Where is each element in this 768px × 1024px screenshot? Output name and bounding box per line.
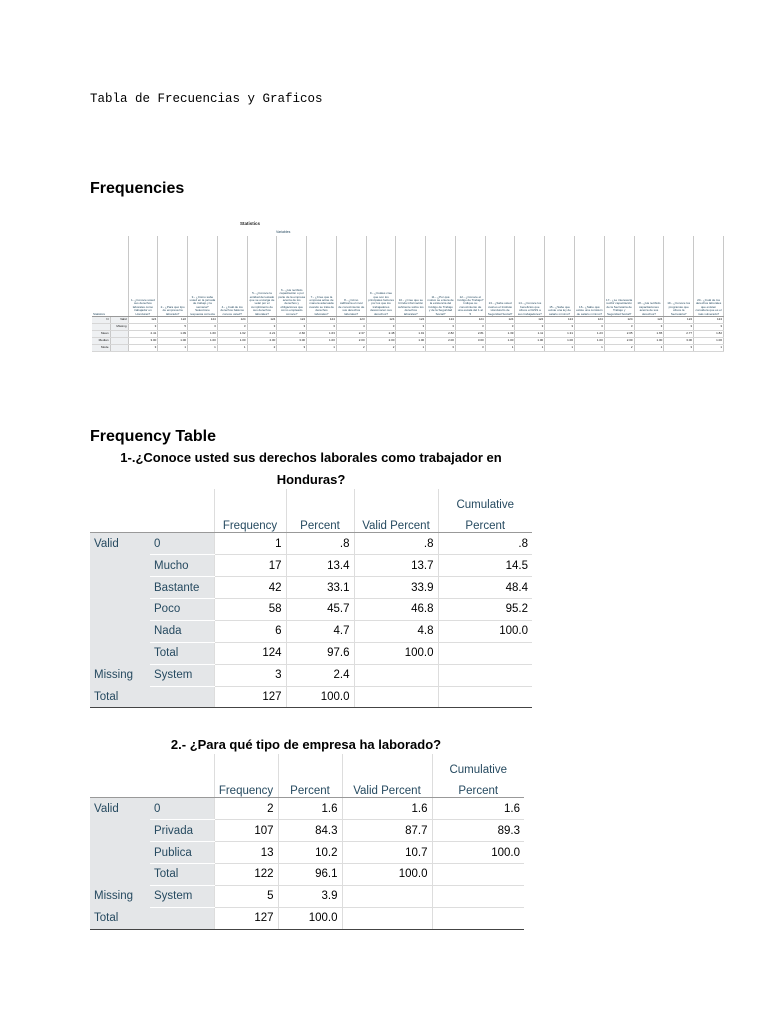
- header-blank: [354, 489, 438, 511]
- cell-frequency: 58: [214, 598, 286, 620]
- statistics-cell: 124: [128, 317, 158, 324]
- statistics-cell: 3: [277, 324, 307, 331]
- statistics-cell: 124: [277, 317, 307, 324]
- row-group-label: Valid: [90, 798, 150, 820]
- row-group-label: Missing: [90, 885, 150, 907]
- cell-cumulative-percent: 100.0: [438, 620, 532, 642]
- table-row: [90, 820, 524, 842]
- statistics-cell: 2.00: [247, 338, 277, 345]
- cell-valid-percent: 100.0: [354, 642, 438, 664]
- document-title: Tabla de Frecuencias y Graficos: [90, 92, 323, 106]
- cell-cumulative-percent: [432, 907, 524, 929]
- frequencies-heading: Frequencies: [90, 180, 185, 197]
- statistics-cell: 4: [336, 324, 366, 331]
- statistics-cell: 1: [694, 345, 724, 352]
- statistics-cell: 1.63: [307, 331, 337, 338]
- cell-percent: 45.7: [286, 598, 354, 620]
- statistics-cell: 124: [694, 317, 724, 324]
- header-valid-percent: Valid Percent: [354, 511, 438, 533]
- statistics-cell: 1.62: [217, 331, 247, 338]
- statistics-question-header: 10.- ¿Cree que se brinda información suficiente sobre los derechos laborales?: [396, 236, 426, 317]
- row-group-label: [90, 642, 150, 664]
- cell-percent: .8: [286, 533, 354, 555]
- cell-frequency: 127: [214, 907, 278, 929]
- statistics-cell: 2.00: [336, 338, 366, 345]
- table1-caption-line2: Honduras?: [276, 472, 346, 487]
- statistics-cell: 2.77: [664, 331, 694, 338]
- cell-percent: 2.4: [286, 664, 354, 686]
- cell-cumulative-percent: 48.4: [438, 577, 532, 599]
- cell-cumulative-percent: [432, 885, 524, 907]
- statistics-cell: 1: [575, 345, 605, 352]
- statistics-cell: 124: [396, 317, 426, 324]
- statistics-question-header: 4.- ¿Cuál de los derechos básicos conoce usted?: [217, 236, 247, 317]
- statistics-cell: 124: [664, 317, 694, 324]
- statistics-cell: 2.05: [604, 331, 634, 338]
- statistics-cell: 1: [217, 345, 247, 352]
- statistics-row-label: [110, 331, 128, 338]
- statistics-cell: 1.00: [694, 338, 724, 345]
- statistics-grid: [92, 236, 724, 352]
- statistics-row-group: Median: [92, 338, 110, 345]
- cell-frequency: 42: [214, 577, 286, 599]
- cell-cumulative-percent: 1.6: [432, 798, 524, 820]
- cell-frequency: 3: [214, 664, 286, 686]
- statistics-cell: 1.00: [634, 338, 664, 345]
- header-blank: [214, 489, 286, 511]
- statistics-cell: 1: [485, 345, 515, 352]
- row-label: 0: [150, 798, 214, 820]
- table-row: [90, 863, 524, 885]
- statistics-row-label: [110, 338, 128, 345]
- statistics-cell: 3.00: [277, 338, 307, 345]
- table1-caption-line1: 1-.¿Conoce usted sus derechos laborales como trabajador en: [120, 450, 502, 465]
- statistics-cell: 3: [664, 345, 694, 352]
- row-group-label: Total: [90, 907, 214, 929]
- header-blank: [278, 754, 342, 776]
- statistics-cell: 3: [545, 324, 575, 331]
- header-cumulative: Cumulative: [432, 754, 524, 776]
- statistics-row: [92, 317, 724, 324]
- cell-percent: 1.6: [278, 798, 342, 820]
- cell-percent: 4.7: [286, 620, 354, 642]
- statistics-cell: 1.31: [545, 331, 575, 338]
- cell-valid-percent: [354, 664, 438, 686]
- statistics-row: [92, 324, 724, 331]
- statistics-cell: 1.00: [396, 338, 426, 345]
- cell-percent: 100.0: [286, 686, 354, 708]
- statistics-row-label: [110, 345, 128, 352]
- statistics-corner: Statistics: [92, 236, 128, 317]
- header-blank: [286, 489, 354, 511]
- row-label: Total: [150, 642, 214, 664]
- statistics-cell: 3: [694, 324, 724, 331]
- statistics-title: Statistics: [240, 221, 261, 226]
- cell-percent: 33.1: [286, 577, 354, 599]
- row-group-label: [90, 620, 150, 642]
- statistics-cell: 1.82: [694, 331, 724, 338]
- statistics-cell: 2.82: [426, 331, 456, 338]
- table-row: [90, 842, 524, 864]
- statistics-cell: 124: [485, 317, 515, 324]
- statistics-question-header: 8.- ¿Cómo calificaría el nivel de conocimiento de sus derechos laborales?: [336, 236, 366, 317]
- cell-valid-percent: 10.7: [342, 842, 432, 864]
- row-group-label: [90, 863, 150, 885]
- statistics-cell: 3: [455, 324, 485, 331]
- cell-frequency: 127: [214, 686, 286, 708]
- table-row: [90, 664, 532, 686]
- statistics-cell: 3: [366, 324, 396, 331]
- cell-frequency: 2: [214, 798, 278, 820]
- header-cumulative: Cumulative: [438, 489, 532, 511]
- statistics-cell: 3: [515, 324, 545, 331]
- cell-percent: 13.4: [286, 555, 354, 577]
- row-group-label: [90, 577, 150, 599]
- frequency-table-1: [90, 489, 532, 708]
- cell-valid-percent: 100.0: [342, 863, 432, 885]
- cell-valid-percent: 46.8: [354, 598, 438, 620]
- row-label: Nada: [150, 620, 214, 642]
- statistics-question-header: 11.- ¿Por qué motivo se entera de la existencia del Código de Trabajo y de la Seguridad Social?: [426, 236, 456, 317]
- cell-cumulative-percent: 14.5: [438, 555, 532, 577]
- table-row: [90, 885, 524, 907]
- row-label: Total: [150, 863, 214, 885]
- statistics-cell: 3: [217, 324, 247, 331]
- statistics-cell: 2: [604, 345, 634, 352]
- statistics-cell: 3: [128, 324, 158, 331]
- table-row: [90, 533, 532, 555]
- statistics-question-header: 12.- ¿Conoce el Código de Trabajo? Indique su conocimiento de una escala del 1 al 5: [455, 236, 485, 317]
- statistics-cell: 124: [247, 317, 277, 324]
- statistics-cell: 124: [515, 317, 545, 324]
- header-percent: Percent: [278, 776, 342, 798]
- row-label: Mucho: [150, 555, 214, 577]
- statistics-cell: 2.00: [366, 338, 396, 345]
- cell-cumulative-percent: [438, 686, 532, 708]
- header-frequency: Frequency: [214, 776, 278, 798]
- row-label: 0: [150, 533, 214, 555]
- cell-cumulative-percent: [432, 863, 524, 885]
- statistics-cell: 1.11: [515, 331, 545, 338]
- statistics-cell: 1.00: [188, 338, 218, 345]
- statistics-cell: 2: [336, 345, 366, 352]
- cell-percent: 3.9: [278, 885, 342, 907]
- statistics-cell: 2.48: [366, 331, 396, 338]
- statistics-cell: 122: [158, 317, 188, 324]
- header-valid-percent: Valid Percent: [342, 776, 432, 798]
- table2-caption: 2.- ¿Para qué tipo de empresa ha laborado?: [170, 737, 442, 752]
- statistics-cell: 124: [575, 317, 605, 324]
- statistics-question-header: 7.- ¿Cree que la empresa actúe de manera adecuada cuando se trata de derechos laborales?: [307, 236, 337, 317]
- cell-valid-percent: 13.7: [354, 555, 438, 577]
- cell-valid-percent: 33.9: [354, 577, 438, 599]
- cell-cumulative-percent: 89.3: [432, 820, 524, 842]
- cell-frequency: 17: [214, 555, 286, 577]
- header-blank: [90, 754, 214, 776]
- statistics-cell: 124: [307, 317, 337, 324]
- statistics-cell: 1: [158, 345, 188, 352]
- statistics-cell: 124: [188, 317, 218, 324]
- statistics-subtitle: Variables: [276, 230, 291, 234]
- header-frequency: Frequency: [214, 511, 286, 533]
- row-label: Privada: [150, 820, 214, 842]
- statistics-cell: 2.00: [604, 338, 634, 345]
- cell-cumulative-percent: 95.2: [438, 598, 532, 620]
- statistics-cell: 2.37: [336, 331, 366, 338]
- cell-valid-percent: 1.6: [342, 798, 432, 820]
- statistics-cell: 2.41: [128, 331, 158, 338]
- statistics-cell: 1.00: [217, 338, 247, 345]
- statistics-cell: 2.21: [247, 331, 277, 338]
- header-cumulative-percent: Percent: [432, 776, 524, 798]
- row-group-label: [90, 598, 150, 620]
- statistics-cell: 124: [426, 317, 456, 324]
- statistics-question-header: 14.- ¿Conoce los beneficios que ofrece el IHSS a sus trabajadores?: [515, 236, 545, 317]
- cell-frequency: 6: [214, 620, 286, 642]
- statistics-cell: 124: [366, 317, 396, 324]
- header-blank: [342, 754, 432, 776]
- cell-cumulative-percent: [438, 664, 532, 686]
- statistics-question-header: 17.- ¿Le interesaría recibir capacitación de la Secretaría de Trabajo y Seguridad Social?: [604, 236, 634, 317]
- statistics-cell: 124: [604, 317, 634, 324]
- statistics-cell: 3.00: [455, 338, 485, 345]
- cell-frequency: 107: [214, 820, 278, 842]
- cell-percent: 84.3: [278, 820, 342, 842]
- row-label: System: [150, 664, 214, 686]
- statistics-cell: 1.00: [545, 338, 575, 345]
- header-percent: Percent: [286, 511, 354, 533]
- statistics-cell: 3: [485, 324, 515, 331]
- statistics-cell: 3.00: [664, 338, 694, 345]
- statistics-question-header: 16.- ¿Sabe qué existe una comisión de salario mínimo?: [575, 236, 605, 317]
- frequency-table-heading: Frequency Table: [90, 428, 216, 445]
- statistics-row-group: Mean: [92, 331, 110, 338]
- table-row: [90, 798, 524, 820]
- row-group-label: Total: [90, 686, 214, 708]
- cell-valid-percent: [342, 907, 432, 929]
- statistics-cell: 3.00: [128, 338, 158, 345]
- row-group-label: [90, 842, 150, 864]
- statistics-cell: 1.39: [485, 331, 515, 338]
- table-row: [90, 555, 532, 577]
- statistics-cell: 1: [515, 345, 545, 352]
- statistics-question-header: 15.- ¿Sabe que existe una ley de salario mínimo?: [545, 236, 575, 317]
- cell-valid-percent: 87.7: [342, 820, 432, 842]
- statistics-row: [92, 338, 724, 345]
- statistics-cell: 2.00: [426, 338, 456, 345]
- statistics-cell: 3: [247, 324, 277, 331]
- statistics-cell: 2.60: [277, 331, 307, 338]
- table-row: [90, 598, 532, 620]
- statistics-cell: 124: [545, 317, 575, 324]
- statistics-cell: 1: [545, 345, 575, 352]
- statistics-cell: 1.23: [575, 331, 605, 338]
- statistics-cell: 1: [396, 345, 426, 352]
- table-row: [90, 907, 524, 929]
- row-label: Poco: [150, 598, 214, 620]
- header-blank: [214, 754, 278, 776]
- cell-percent: 10.2: [278, 842, 342, 864]
- statistics-cell: 3: [664, 324, 694, 331]
- table-row: [90, 686, 532, 708]
- statistics-cell: 3: [575, 324, 605, 331]
- header-blank: [90, 511, 214, 533]
- statistics-cell: 3: [396, 324, 426, 331]
- statistics-cell: 1.65: [634, 331, 664, 338]
- statistics-cell: 2: [366, 345, 396, 352]
- cell-frequency: 1: [214, 533, 286, 555]
- cell-valid-percent: .8: [354, 533, 438, 555]
- cell-cumulative-percent: [438, 642, 532, 664]
- frequency-table-2: [90, 754, 524, 930]
- statistics-table-image: [92, 218, 724, 356]
- table1-caption: [90, 447, 532, 491]
- statistics-cell: 1.00: [307, 338, 337, 345]
- table-row: [90, 642, 532, 664]
- statistics-cell: 3: [128, 345, 158, 352]
- statistics-cell: 1.00: [485, 338, 515, 345]
- cell-valid-percent: [342, 885, 432, 907]
- statistics-row-label: Missing: [110, 324, 128, 331]
- cell-percent: 97.6: [286, 642, 354, 664]
- statistics-question-header: 13.- ¿Sabe usted cuál es el Instituto Hondureño de Seguridad Social?: [485, 236, 515, 317]
- statistics-question-header: 19.- ¿Conoce los programas que ofrece la Secretaría?: [664, 236, 694, 317]
- statistics-cell: 1.09: [158, 331, 188, 338]
- header-blank: [90, 776, 214, 798]
- statistics-cell: 124: [634, 317, 664, 324]
- statistics-cell: 124: [217, 317, 247, 324]
- cell-frequency: 122: [214, 863, 278, 885]
- statistics-question-header: 2.- ¿Para qué tipo de empresa ha laborado?: [158, 236, 188, 317]
- table-row: [90, 577, 532, 599]
- cell-percent: 96.1: [278, 863, 342, 885]
- statistics-cell: 3: [455, 345, 485, 352]
- statistics-cell: 3: [188, 324, 218, 331]
- cell-valid-percent: [354, 686, 438, 708]
- statistics-cell: 3: [307, 324, 337, 331]
- statistics-cell: 3: [426, 324, 456, 331]
- row-group-label: Valid: [90, 533, 150, 555]
- statistics-row-label: Valid: [110, 317, 128, 324]
- statistics-row: [92, 331, 724, 338]
- statistics-question-header: 9.- ¿Cuáles cree que son los principales factores por los que los trabajadores desconocen sus derechos?: [366, 236, 396, 317]
- statistics-cell: 124: [455, 317, 485, 324]
- statistics-cell: 1: [634, 345, 664, 352]
- header-cumulative-percent: Percent: [438, 511, 532, 533]
- statistics-row-group: [92, 324, 110, 331]
- cell-cumulative-percent: .8: [438, 533, 532, 555]
- row-group-label: Missing: [90, 664, 150, 686]
- statistics-question-header: 20.- ¿Cuál de los derechos laborales que existen considera que es el más vulnerado?: [694, 236, 724, 317]
- header-blank: [90, 489, 214, 511]
- statistics-cell: 1: [307, 345, 337, 352]
- statistics-question-header: 1- ¿Conoce usted sus derechos laborales como trabajador en Honduras?: [128, 236, 158, 317]
- table-row: [90, 620, 532, 642]
- statistics-cell: 2.81: [455, 331, 485, 338]
- cell-percent: 100.0: [278, 907, 342, 929]
- statistics-question-header: 6.- ¿Ha recibido capacitación o por parte de la empresa acerca de los derechos y obligaciones que como empleado conoce?: [277, 236, 307, 317]
- cell-frequency: 124: [214, 642, 286, 664]
- statistics-row-group: N: [92, 317, 110, 324]
- statistics-question-header: 3.- ¿Cómo sabe usted en la jornada de trabajo y la semana? Seleccione respuesta correcta: [188, 236, 218, 317]
- row-label: Publica: [150, 842, 214, 864]
- cell-frequency: 5: [214, 885, 278, 907]
- statistics-cell: 1.91: [396, 331, 426, 338]
- statistics-cell: 123: [336, 317, 366, 324]
- statistics-cell: 5: [158, 324, 188, 331]
- statistics-cell: 2: [247, 345, 277, 352]
- statistics-cell: 3: [634, 324, 664, 331]
- row-group-label: [90, 820, 150, 842]
- statistics-cell: 1.00: [575, 338, 605, 345]
- statistics-question-header: 18.- ¿Ha recibido capacitaciones acerca de sus derechos?: [634, 236, 664, 317]
- statistics-cell: 1.60: [188, 331, 218, 338]
- row-group-label: [90, 555, 150, 577]
- statistics-cell: 3: [426, 345, 456, 352]
- statistics-row-group: Mode: [92, 345, 110, 352]
- cell-valid-percent: 4.8: [354, 620, 438, 642]
- statistics-cell: 1: [188, 345, 218, 352]
- statistics-cell: 1.00: [158, 338, 188, 345]
- statistics-cell: 1.00: [515, 338, 545, 345]
- row-label: Bastante: [150, 577, 214, 599]
- statistics-question-header: 5.- ¿Conoce la entidad del estado que se encarga de velar por el cumplimiento de sus derechos laborales?: [247, 236, 277, 317]
- row-label: System: [150, 885, 214, 907]
- statistics-row: [92, 345, 724, 352]
- cell-cumulative-percent: 100.0: [432, 842, 524, 864]
- statistics-cell: 3: [277, 345, 307, 352]
- statistics-cell: 3: [604, 324, 634, 331]
- cell-frequency: 13: [214, 842, 278, 864]
